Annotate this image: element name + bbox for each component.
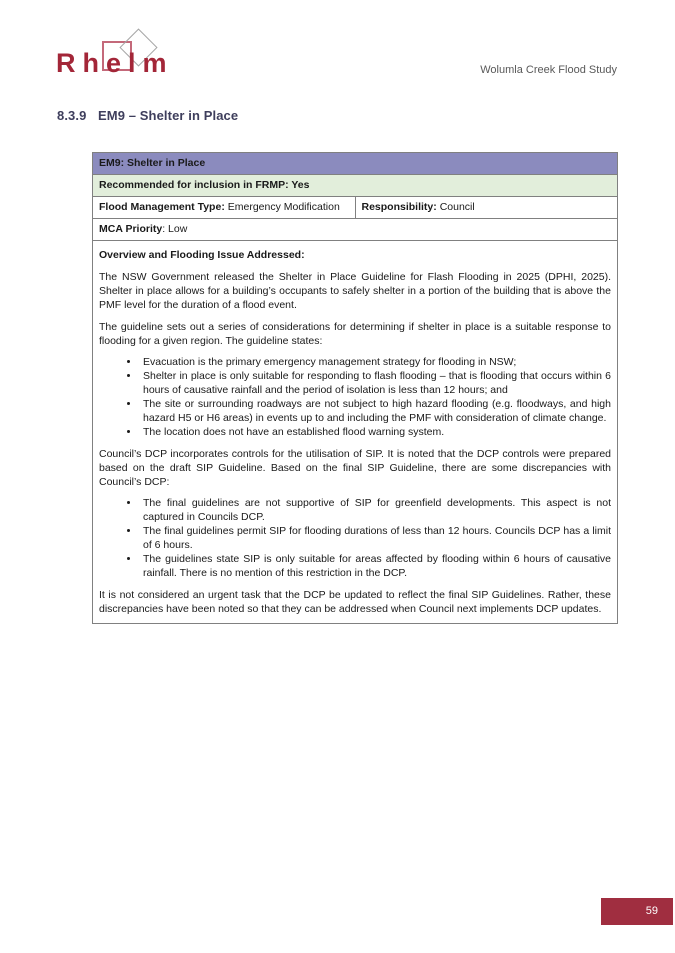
- em9-measure-table: [92, 152, 618, 624]
- flood-mgmt-cell: [93, 197, 356, 219]
- bullet-item: • The final guidelines are not supportive of SIP for greenfield developments. This aspect is not captured in Councils DCP.: [140, 496, 611, 524]
- section-heading: [57, 108, 238, 123]
- overview-cell: [93, 241, 618, 624]
- overview-paragraph-3: Council’s DCP incorporates controls for the utilisation of SIP. It is noted that the DCP controls were prepared based on the draft SIP Guideline. Based on the final SIP Guideline, there are some discrepancies with Council’s DCP:: [99, 448, 611, 488]
- flood-mgmt-label: Flood Management Type:: [99, 201, 225, 213]
- table-row-title: [93, 153, 618, 175]
- overview-heading: Overview and Flooding Issue Addressed:: [99, 249, 305, 261]
- measure-title-cell: EM9: Shelter in Place: [93, 153, 618, 175]
- bullet-item: • The location does not have an established flood warning system.: [140, 425, 611, 439]
- page-header: [0, 0, 675, 100]
- overview-paragraph-4: It is not considered an urgent task that the DCP be updated to reflect the final SIP Guidelines. Rather, these discrepancies have been noted so that they can be addressed when Council next implements DCP updates.: [99, 589, 611, 615]
- bullet-item: • Evacuation is the primary emergency management strategy for flooding in NSW;: [140, 355, 611, 369]
- frmp-label: Recommended for inclusion in FRMP:: [99, 179, 289, 191]
- mca-value: : Low: [162, 223, 188, 235]
- page-number-box: [601, 898, 673, 925]
- responsibility-cell: [355, 197, 618, 219]
- table-row-mca: [93, 219, 618, 241]
- flood-mgmt-value: Emergency Modification: [227, 201, 340, 213]
- frmp-cell: [93, 175, 618, 197]
- responsibility-label: Responsibility:: [361, 201, 437, 213]
- section-number: 8.3.9: [57, 108, 87, 123]
- rhelm-logo: [56, 26, 196, 88]
- overview-paragraph-2: The guideline sets out a series of considerations for determining if shelter in place is a suitable response to flooding for a given region. The guideline states:: [99, 321, 611, 347]
- mca-label: MCA Priority: [99, 223, 163, 235]
- frmp-value: Yes: [291, 179, 310, 191]
- page-number: 59: [645, 905, 658, 917]
- bullet-item: • The guidelines state SIP is only suitable for areas affected by flooding within 6 hours of causative rainfall. There is no mention of this restriction in the DCP.: [140, 552, 611, 580]
- responsibility-value: Council: [439, 201, 475, 213]
- table-row-frmp: [93, 175, 618, 197]
- overview-paragraph-1: The NSW Government released the Shelter in Place Guideline for Flash Flooding in 2025 (DPHI, 2025). Shelter in place allows for a building’s occupants to safely shelter in a portion of the building that is above the PMF level for the duration of a flood event.: [99, 271, 611, 311]
- document-title: Wolumla Creek Flood Study: [480, 64, 617, 76]
- discrepancy-bullet-list: [99, 496, 611, 580]
- bullet-item: • The final guidelines permit SIP for flooding durations of less than 12 hours. Councils DCP has a limit of 6 hours.: [140, 524, 611, 552]
- bullet-item: • The site or surrounding roadways are not subject to high hazard flooding (e.g. floodways, and high hazard H5 or H6 areas) in events up to and including the PMF with consideration of climate change.: [140, 397, 611, 425]
- table-row-overview: [93, 241, 618, 624]
- logo-text: Rhelm: [56, 48, 174, 78]
- table-row-type-responsibility: [93, 197, 618, 219]
- guideline-bullet-list: [99, 355, 611, 439]
- bullet-item: • Shelter in place is only suitable for responding to flash flooding – that is flooding that occurs within 6 hours of causative rainfall and the period of isolation is less than 12 hours; and: [140, 369, 611, 397]
- mca-cell: [93, 219, 618, 241]
- section-title: EM9 – Shelter in Place: [98, 108, 239, 123]
